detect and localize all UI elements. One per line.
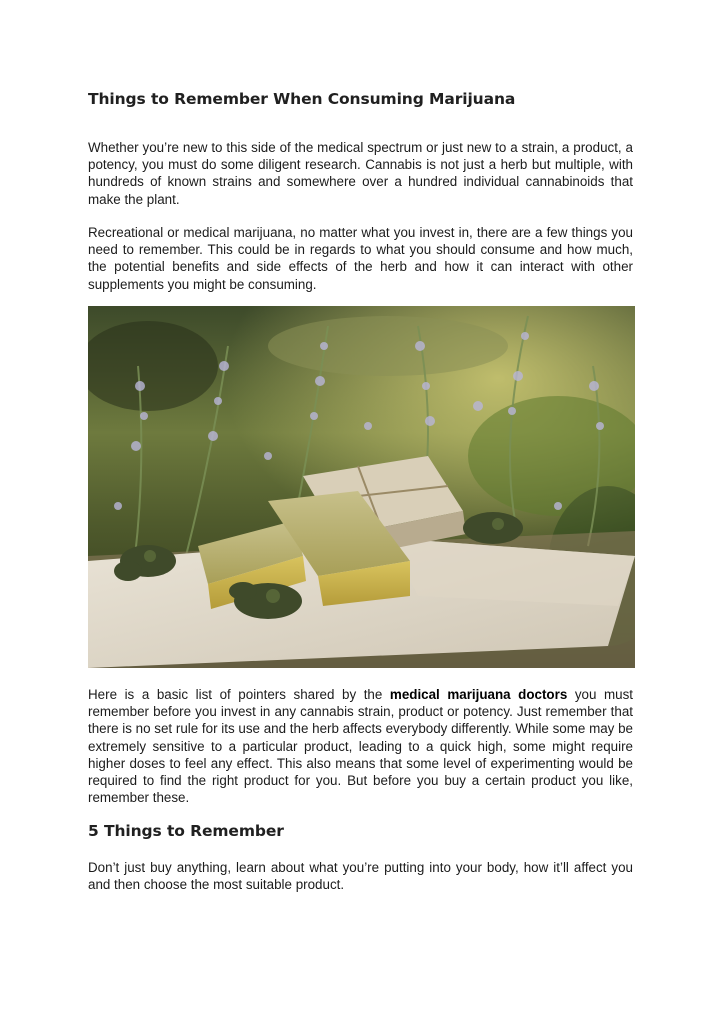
pointers-paragraph <box>88 686 633 806</box>
intro-paragraph: Whether you’re new to this side of the medical spectrum or just new to a strain, a product, a potency, you must do some diligent research. Cannabis is not just a herb but multiple, with hundreds of known strains and somewhere over a hundred individual cannabinoids that make the plant. <box>88 140 633 207</box>
medical-marijuana-doctors-link[interactable]: medical marijuana doctors <box>389 687 568 702</box>
article-title: Things to Remember When Consuming Marijuana <box>88 90 516 108</box>
pointers-text-after: you must remember before you invest in any cannabis strain, product or potency. Just remember that there is no set rule for its use and the herb affects everybody differently. While some may be extremely sensitive to a particular product, leading to a quick high, some might require higher doses to feel any effect. This also means that some level of experimenting would be required to find the right product for you. But before you buy a certain product you like, remember these. <box>88 687 633 806</box>
section-heading: 5 Things to Remember <box>88 822 284 840</box>
pointers-text-before: Here is a basic list of pointers shared by the <box>88 687 390 702</box>
cannabis-butter-bars-photo <box>88 306 635 668</box>
second-paragraph: Recreational or medical marijuana, no matter what you invest in, there are a few things you need to remember. This could be in regards to what you should consume and how much, the potential benefits and side effects of the herb and how it can interact with other supplements you might be consuming. <box>88 225 633 292</box>
section-paragraph: Don’t just buy anything, learn about what you’re putting into your body, how it’ll affect you and then choose the most suitable product. <box>88 860 633 893</box>
